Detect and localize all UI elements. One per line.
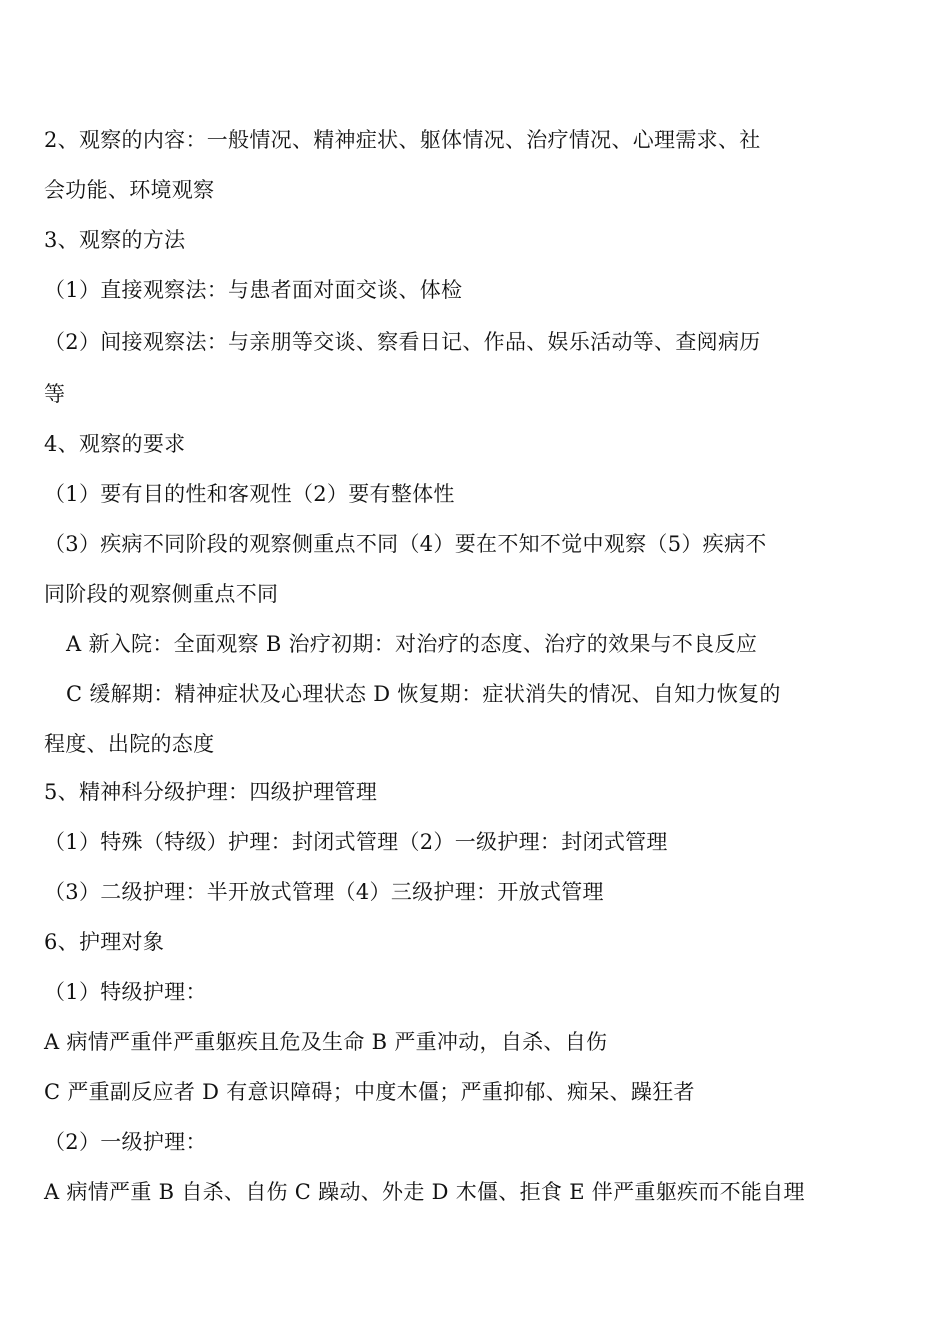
text-line: C 严重副反应者 D 有意识障碍；中度木僵；严重抑郁、痴呆、躁狂者: [44, 1080, 695, 1104]
section-heading: 4、观察的要求: [44, 432, 186, 456]
text-line: （1）特殊（特级）护理：封闭式管理（2）一级护理：封闭式管理: [44, 830, 668, 854]
section-heading: 3、观察的方法: [44, 228, 186, 252]
text-line: C 缓解期：精神症状及心理状态 D 恢复期：症状消失的情况、自知力恢复的: [66, 682, 781, 706]
text-line: （1）直接观察法：与患者面对面交谈、体检: [44, 278, 463, 302]
text-line: 会功能、环境观察: [44, 178, 215, 202]
text-line: A 病情严重 B 自杀、自伤 C 躁动、外走 D 木僵、拒食 E 伴严重躯疾而不能自理: [44, 1180, 805, 1204]
text-line: （2）一级护理：: [44, 1130, 207, 1154]
text-line: 等: [44, 382, 66, 406]
text-line: （1）特级护理：: [44, 980, 207, 1004]
section-heading: 5、精神科分级护理：四级护理管理: [44, 780, 378, 804]
text-line: 2、观察的内容：一般情况、精神症状、躯体情况、治疗情况、心理需求、社: [44, 128, 761, 152]
text-line: A 病情严重伴严重躯疾且危及生命 B 严重冲动，自杀、自伤: [44, 1030, 608, 1054]
text-line: 同阶段的观察侧重点不同: [44, 582, 279, 606]
text-line: （1）要有目的性和客观性（2）要有整体性: [44, 482, 455, 506]
text-line: 程度、出院的态度: [44, 732, 215, 756]
section-heading: 6、护理对象: [44, 930, 165, 954]
text-line: （3）疾病不同阶段的观察侧重点不同（4）要在不知不觉中观察（5）疾病不: [44, 532, 767, 556]
text-line: （2）间接观察法：与亲朋等交谈、察看日记、作品、娱乐活动等、查阅病历: [44, 330, 761, 354]
text-line: A 新入院：全面观察 B 治疗初期：对治疗的态度、治疗的效果与不良反应: [66, 632, 758, 656]
text-line: （3）二级护理：半开放式管理（4）三级护理：开放式管理: [44, 880, 604, 904]
